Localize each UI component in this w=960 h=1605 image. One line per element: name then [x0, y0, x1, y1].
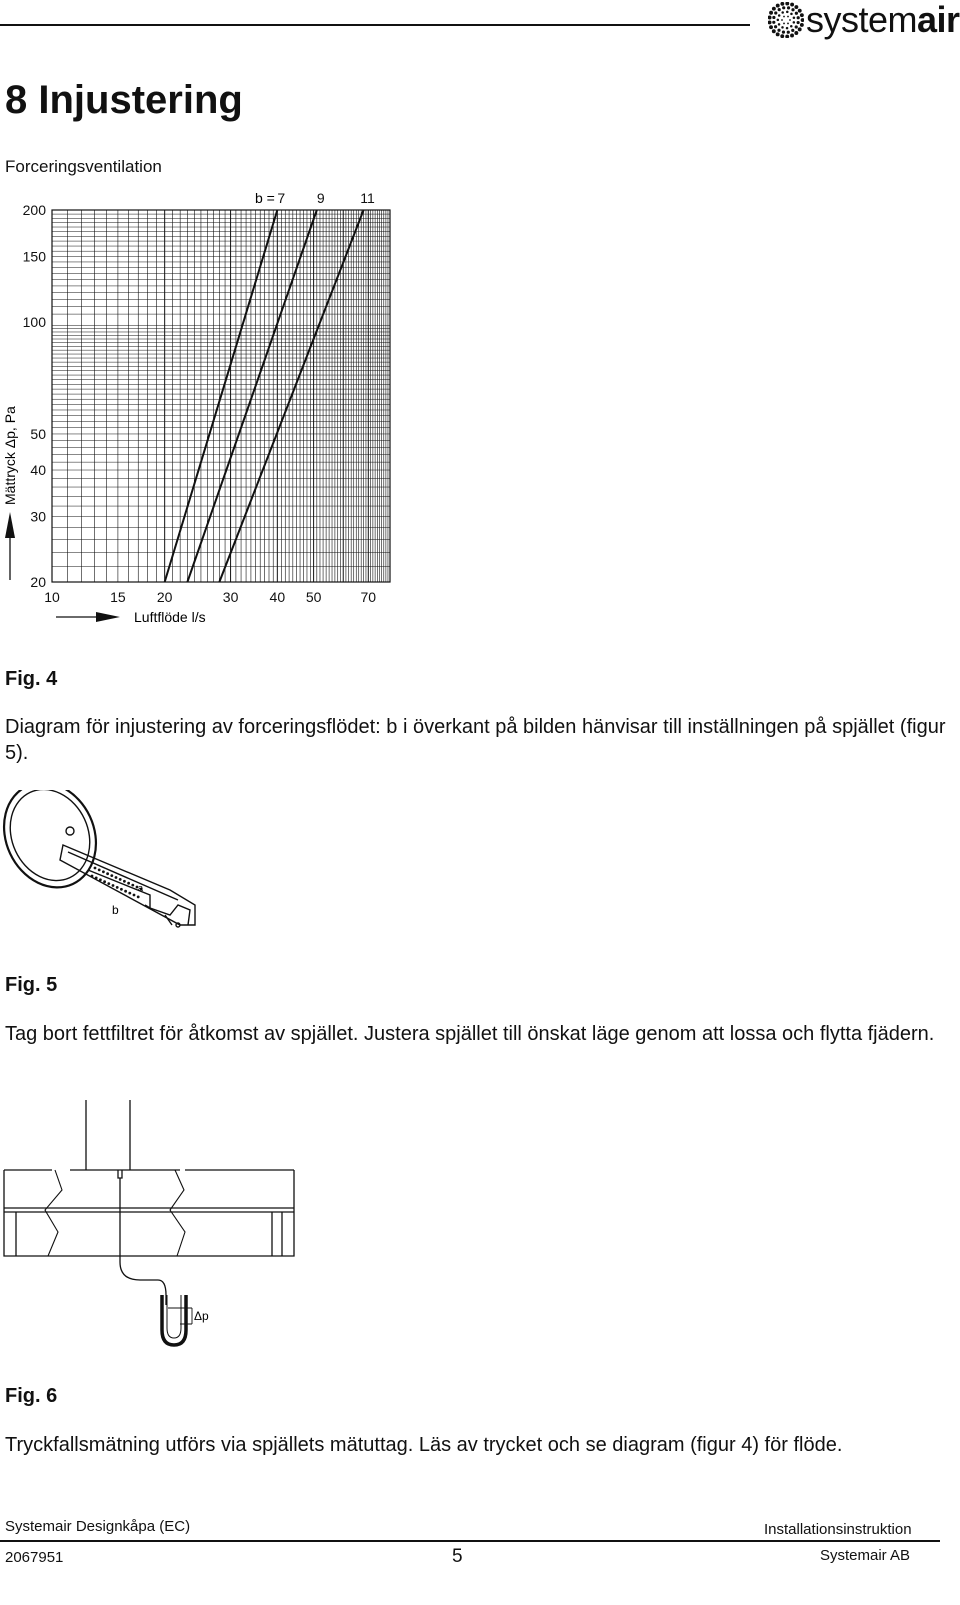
x-tick-label: 20 — [156, 589, 173, 605]
flow-pressure-chart — [0, 185, 410, 630]
y-tick-label: 30 — [30, 508, 46, 525]
callout-dp: Δp — [194, 1309, 209, 1323]
brand-light: system — [806, 0, 918, 40]
x-tick-label: 30 — [222, 589, 239, 605]
header-rule — [0, 24, 750, 26]
y-axis-label: Mättryck Δp, Pa — [2, 406, 18, 505]
y-tick-label: 40 — [30, 462, 46, 479]
footer-company: Systemair AB — [820, 1547, 911, 1564]
x-tick-label: 15 — [110, 589, 126, 605]
x-tick-label: 70 — [360, 589, 377, 605]
dot-swirl-icon — [768, 2, 804, 38]
x-axis-arrow-icon — [56, 612, 120, 622]
brand-logo — [806, 0, 960, 40]
x-tick-label: 50 — [305, 589, 322, 605]
section-title: 8 Injustering — [5, 78, 243, 122]
callout-a: a — [138, 883, 144, 893]
fig5-caption: Tag bort fettfiltret för åtkomst av spjället. Justera spjället till önskat läge genom att lossa och flytta fjädern. — [5, 1023, 935, 1045]
y-tick-label: 200 — [22, 202, 46, 218]
legend-item: 11 — [360, 190, 375, 206]
damper-illustration — [0, 790, 210, 940]
footer-doc-number: 2067951 — [5, 1549, 64, 1566]
legend — [277, 190, 375, 206]
x-tick-label: 40 — [269, 589, 286, 605]
chart-title: Forceringsventilation — [5, 157, 162, 176]
fig6-caption: Tryckfallsmätning utförs via spjällets mätuttag. Läs av trycket och se diagram (figur 4) för flöde. — [5, 1434, 843, 1456]
fig5-label: Fig. 5 — [5, 974, 58, 996]
y-tick-label: 150 — [22, 248, 46, 265]
footer-doc-type: Installationsinstruktion — [764, 1521, 912, 1538]
legend-item: 9 — [316, 190, 325, 206]
legend-item: 7 — [277, 190, 286, 206]
brand-bold: air — [917, 0, 960, 40]
y-tick-label: 20 — [30, 574, 46, 590]
x-tick-label: 10 — [44, 589, 60, 605]
y-axis-arrow-icon — [5, 512, 15, 580]
series-line — [187, 210, 316, 582]
y-tick-label: 100 — [22, 313, 46, 330]
legend-prefix: b = — [255, 190, 275, 206]
fig6-label: Fig. 6 — [5, 1385, 58, 1407]
callout-b: b — [112, 903, 119, 917]
footer-product: Systemair Designkåpa (EC) — [5, 1518, 191, 1535]
fig4-caption: Diagram för injustering av forceringsflödet: b i överkant på bilden hänvisar till inställningen på spjället (figur 5). — [5, 716, 946, 764]
pressure-measurement-illustration — [0, 1100, 340, 1370]
footer-rule — [0, 1540, 940, 1542]
y-tick-label: 50 — [30, 425, 46, 442]
fig4-label: Fig. 4 — [5, 668, 58, 690]
x-axis-label: Luftflöde l/s — [134, 609, 206, 625]
page-number: 5 — [452, 1546, 463, 1567]
